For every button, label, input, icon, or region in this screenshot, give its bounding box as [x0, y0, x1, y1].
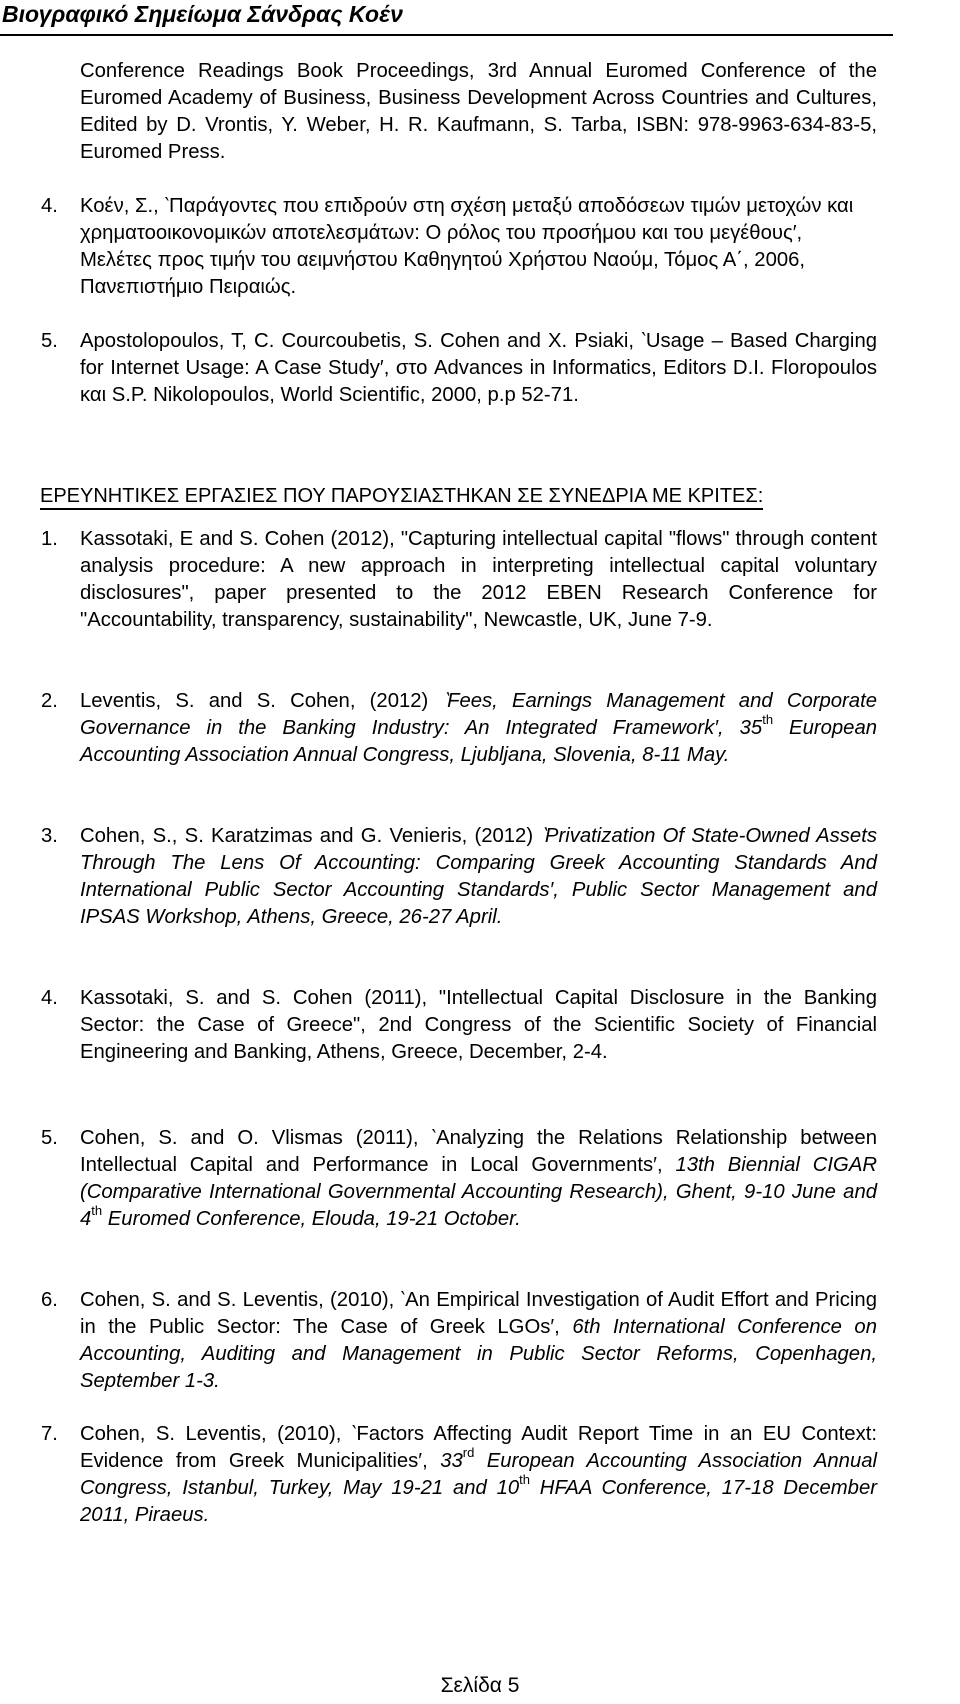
item-text: Cohen, S. and O. Vlismas (2011), ‵Analyzing the Relations Relationship between Intellectual Capital and Performance in Local Governments′,: [80, 1127, 877, 1176]
list-item: [41, 688, 878, 769]
superscript: th: [91, 1203, 103, 1219]
item-number: 3.: [41, 825, 58, 847]
item-italic: Euromed Conference, Elouda, 19-21 October.: [102, 1208, 521, 1230]
item-text: Leventis, S. and S. Cohen, (2012): [80, 690, 443, 712]
list-item: [41, 1421, 878, 1529]
item-italic: ‵Fees, Earnings Management and Corporate Governance in the Banking Industry: An Integrated Framework′, 35: [80, 690, 878, 739]
item-italic: 33: [440, 1450, 463, 1472]
list-item: [41, 193, 877, 301]
item-text: Kassotaki, S. and S. Cohen (2011), "Intellectual Capital Disclosure in the Banking Sector: the Case of Greece", 2nd Congress of the Scientific Society of Financial Engineering and Banking, Athens, Greece, December, 2-4.: [80, 987, 877, 1063]
item-italic: European Accounting Association Annual Congress, Ljubljana, Slovenia, 8-11 May.: [80, 717, 878, 766]
superscript: rd: [462, 1445, 475, 1461]
item-text: Cohen, S., S. Karatzimas and G. Venieris, (2012): [80, 825, 541, 847]
list-item: [41, 1125, 878, 1233]
item-number: 7.: [41, 1423, 58, 1445]
item-number: 4.: [41, 195, 58, 217]
page-number: Σελίδα 5: [440, 1674, 520, 1697]
item-number: 5.: [41, 330, 58, 352]
section-heading: ΕΡΕΥΝΗΤΙΚΕΣ ΕΡΓΑΣΙΕΣ ΠΟΥ ΠΑΡΟΥΣΙΑΣΤΗΚΑΝ ΣΕ ΣΥΝΕΔΡΙΑ ΜΕ ΚΡΙΤΕΣ:: [40, 483, 763, 509]
item-number: 1.: [41, 528, 58, 550]
item-italic: 6th International Conference on Accounting, Auditing and Management in Public Sector Reforms, Copenhagen, September 1-3.: [80, 1316, 877, 1392]
list-item: [41, 328, 877, 409]
list-item: [41, 985, 877, 1066]
header-title: Βιογραφικό Σημείωμα Σάνδρας Κοέν: [2, 1, 403, 27]
item-text: Κοέν, Σ., ‵Παράγοντες που επιδρούν στη σχέση μεταξύ αποδόσεων τιμών μετοχών και χρηματοοικονομικών αποτελεσμάτων: Ο ρόλος του προσήμου και του μεγέθους′, Μελέτες προς τιμήν του αειμνήστου Καθηγητού Χρήστου Ναούμ, Τόμος Α΄, 2006, Πανεπιστήμιο Πειραιώς.: [80, 195, 854, 298]
superscript: th: [519, 1472, 530, 1488]
item-text: Apostolopoulos, T, C. Courcoubetis, S. Cohen and X. Psiaki, ‵Usage – Based Charging for Internet Usage: A Case Study′, στο Advances in Informatics, Editors D.I. Floropoulos και S.P. Nikolopoulos, World Scientific, 2000, p.p 52-71.: [80, 330, 877, 406]
continuation-paragraph: Conference Readings Book Proceedings, 3rd Annual Euromed Conference of the Euromed Academy of Business, Business Development Across Countries and Cultures, Edited by D. Vrontis, Y. Weber, H. R. Kaufmann, S. Tarba, ISBN: 978-9963-634-83-5, Euromed Press.: [80, 60, 877, 163]
item-italic: European Accounting Association Annual Congress, Istanbul, Turkey, May 19-21 and 10: [80, 1450, 878, 1499]
item-number: 4.: [41, 987, 58, 1009]
list-item: [41, 823, 877, 931]
item-number: 2.: [41, 690, 58, 712]
item-italic: 13th Biennial CIGAR (Comparative International Governmental Accounting Research), Ghent, 9-10 June and 4: [80, 1154, 878, 1230]
item-number: 6.: [41, 1289, 58, 1311]
list-item: [41, 1287, 877, 1395]
item-text: Cohen, S. Leventis, (2010), ‵Factors Affecting Audit Report Time in an EU Context: Evidence from Greek Municipalities′,: [80, 1423, 877, 1472]
item-text: Cohen, S. and S. Leventis, (2010), ‵An Empirical Investigation of Audit Effort and Pricing in the Public Sector: The Case of Greek LGOs′,: [80, 1289, 877, 1338]
item-italic: HFAA Conference, 17-18 December 2011, Piraeus.: [80, 1477, 877, 1526]
superscript: th: [762, 712, 774, 728]
list-item: [41, 526, 877, 634]
item-italic: ‵Privatization Of State-Owned Assets Through The Lens Of Accounting: Comparing Greek Accounting Standards And International Public Sector Accounting Standards′, Public Sector Management and IPSAS Workshop, Athens, Greece, 26-27 April.: [80, 825, 877, 928]
item-text: Kassotaki, E and S. Cohen (2012), "Capturing intellectual capital "flows" through content analysis procedure: A new approach in interpreting intellectual capital voluntary disclosures", paper presented to the 2012 EBEN Research Conference for "Accountability, transparency, sustainability", Newcastle, UK, June 7-9.: [80, 528, 877, 631]
page-header: [0, 0, 893, 36]
item-number: 5.: [41, 1127, 58, 1149]
